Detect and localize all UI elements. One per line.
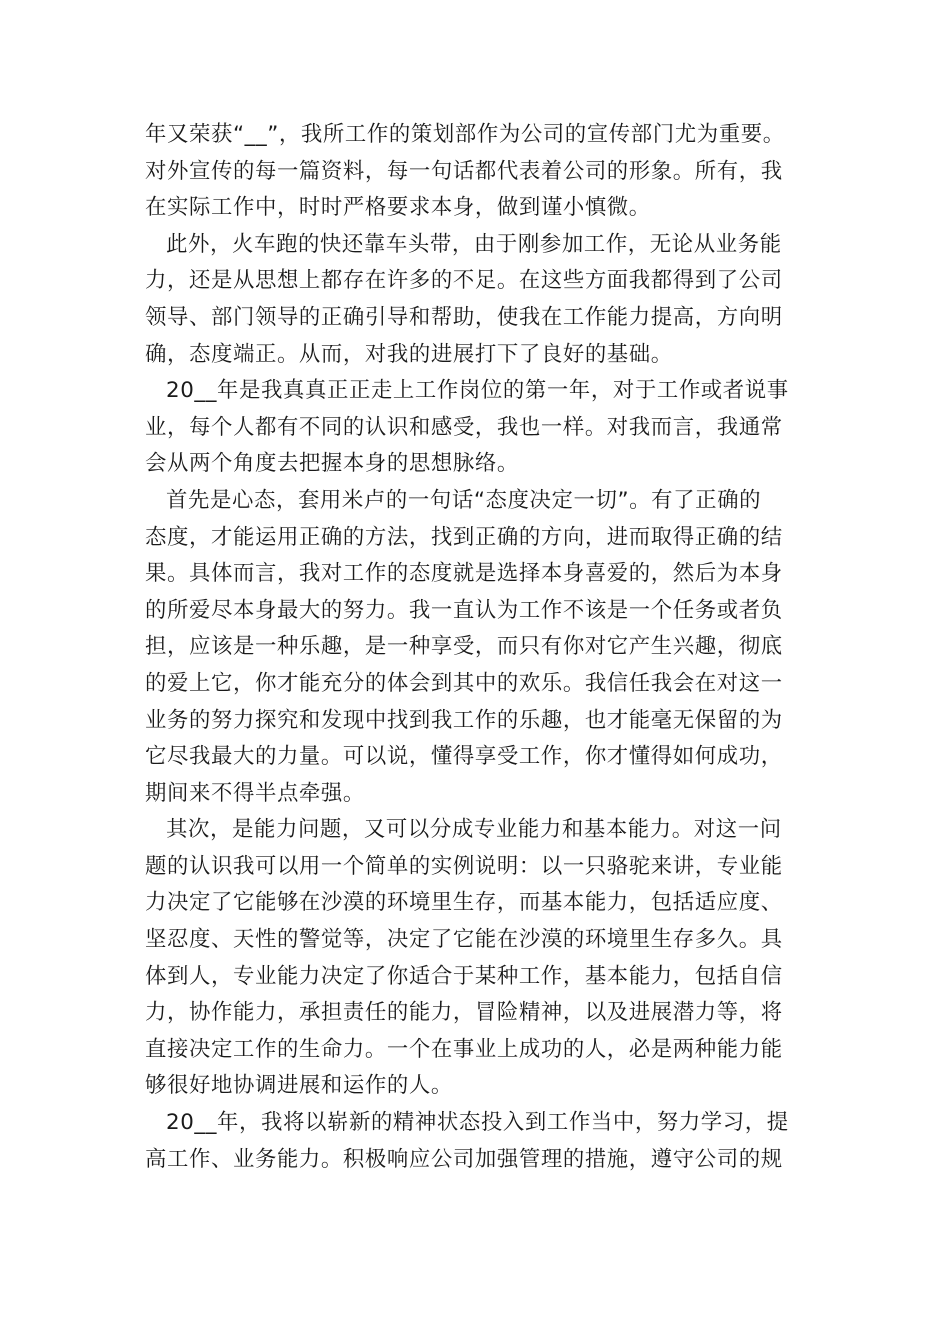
text-line: 果。具体而言，我对工作的态度就是选择本身喜爱的，然后为本身 bbox=[145, 561, 783, 587]
text-line: 领导、部门领导的正确引导和帮助，使我在工作能力提高，方向明 bbox=[145, 304, 783, 330]
text-line: 确，态度端正。从而，对我的进展打下了良好的基础。 bbox=[145, 341, 673, 367]
text-line: 对外宣传的每一篇资料，每一句话都代表着公司的形象。所有，我 bbox=[145, 158, 783, 184]
paragraph-start-line: 20__年是我真真正正走上工作岗位的第一年，对于工作或者说事 bbox=[166, 378, 789, 404]
text-line: 力决定了它能够在沙漠的环境里生存，而基本能力，包括适应度、 bbox=[145, 890, 783, 916]
text-line: 力，还是从思想上都存在许多的不足。在这些方面我都得到了公司 bbox=[145, 268, 783, 294]
text-line: 的所爱尽本身最大的努力。我一直认为工作不该是一个任务或者负 bbox=[145, 597, 783, 623]
text-line: 题的认识我可以用一个简单的实例说明：以一只骆驼来讲，专业能 bbox=[145, 853, 783, 879]
text-line: 担，应该是一种乐趣，是一种享受，而只有你对它产生兴趣，彻底 bbox=[145, 634, 783, 660]
paragraph-start-line: 首先是心态，套用米卢的一句话“态度决定一切”。有了正确的 bbox=[166, 487, 762, 513]
paragraph-start-line: 其次，是能力问题，又可以分成专业能力和基本能力。对这一问 bbox=[166, 817, 782, 843]
text-line: 高工作、业务能力。积极响应公司加强管理的措施，遵守公司的规 bbox=[145, 1146, 783, 1172]
text-line: 年又荣获“__”，我所工作的策划部作为公司的宣传部门尤为重要。 bbox=[145, 122, 785, 147]
text-line: 体到人，专业能力决定了你适合于某种工作，基本能力，包括自信 bbox=[145, 963, 783, 989]
text-line: 的爱上它，你才能充分的体会到其中的欢乐。我信任我会在对这一 bbox=[145, 670, 783, 696]
text-line: 态度，才能运用正确的方法，找到正确的方向，进而取得正确的结 bbox=[145, 524, 783, 550]
text-line: 会从两个角度去把握本身的思想脉络。 bbox=[145, 451, 519, 477]
text-line: 力，协作能力，承担责任的能力，冒险精神，以及进展潜力等，将 bbox=[145, 1000, 783, 1026]
text-line: 坚忍度、天性的警觉等，决定了它能在沙漠的环境里生存多久。具 bbox=[145, 927, 783, 953]
paragraph-start-line: 20__年，我将以崭新的精神状态投入到工作当中，努力学习，提 bbox=[166, 1110, 789, 1136]
text-line: 业务的努力探究和发现中找到我工作的乐趣，也才能毫无保留的为 bbox=[145, 707, 783, 733]
text-line: 期间来不得半点牵强。 bbox=[145, 780, 365, 806]
text-line: 够很好地协调进展和运作的人。 bbox=[145, 1073, 453, 1099]
text-line: 在实际工作中，时时严格要求本身，做到谨小慎微。 bbox=[145, 195, 651, 221]
document-body bbox=[145, 117, 807, 1178]
text-line: 它尽我最大的力量。可以说，懂得享受工作，你才懂得如何成功， bbox=[145, 744, 783, 770]
paragraph-start-line: 此外，火车跑的快还靠车头带，由于刚参加工作，无论从业务能 bbox=[166, 231, 782, 257]
text-line: 直接决定工作的生命力。一个在事业上成功的人，必是两种能力能 bbox=[145, 1036, 783, 1062]
text-line: 业，每个人都有不同的认识和感受，我也一样。对我而言，我通常 bbox=[145, 414, 783, 440]
